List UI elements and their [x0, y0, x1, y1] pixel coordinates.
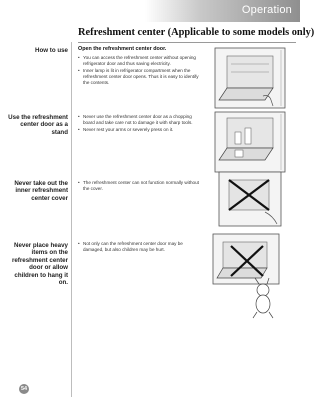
refreshment-door-stand-illustration [205, 110, 291, 174]
label-how-to-use: How to use [34, 47, 68, 54]
list-item: • Not only can the refreshment center door may be damaged, but also children may be hurt. [78, 241, 202, 253]
title-rule [78, 42, 296, 43]
list-item: • Never use the refreshment center door as a chopping board and take care not to damage it with sharp tools. [78, 114, 202, 126]
section-never-take-out-cover [78, 180, 202, 193]
how-to-use-heading: Open the refreshment center door. [78, 46, 167, 52]
page-number: 54 [20, 386, 28, 392]
column-divider [71, 42, 72, 397]
section-title: Operation [241, 4, 292, 16]
header-band [145, 0, 300, 22]
list-item: • Never rest your arms or severely press on it. [78, 127, 202, 133]
label-never-place-heavy-items: Never place heavy items on the refreshment center door or allow children to hang it on. [11, 242, 68, 287]
remove-cover-warning-illustration [205, 168, 291, 230]
section-how-to-use [78, 46, 202, 87]
list-item: • The refreshment center can not function normally without the cover. [78, 180, 202, 192]
list-item: • You can access the refreshment center without opening refrigerator door and thus saving electricity. [78, 55, 202, 67]
section-use-as-stand [78, 114, 202, 134]
label-never-take-out-cover: Never take out the inner refreshment center cover [14, 180, 68, 202]
child-hanging-warning-illustration [205, 232, 291, 320]
fridge-door-open-illustration [205, 46, 291, 110]
label-use-as-stand: Use the refreshment center door as a stand [8, 114, 68, 136]
list-item: • Inner lamp is lit in refrigerator compartment when the refreshment center door opens. Thus it is easy to identify the contents. [78, 68, 202, 86]
page-title: Refreshment center (Applicable to some models only) [78, 27, 315, 38]
section-never-place-heavy-items [78, 241, 202, 254]
